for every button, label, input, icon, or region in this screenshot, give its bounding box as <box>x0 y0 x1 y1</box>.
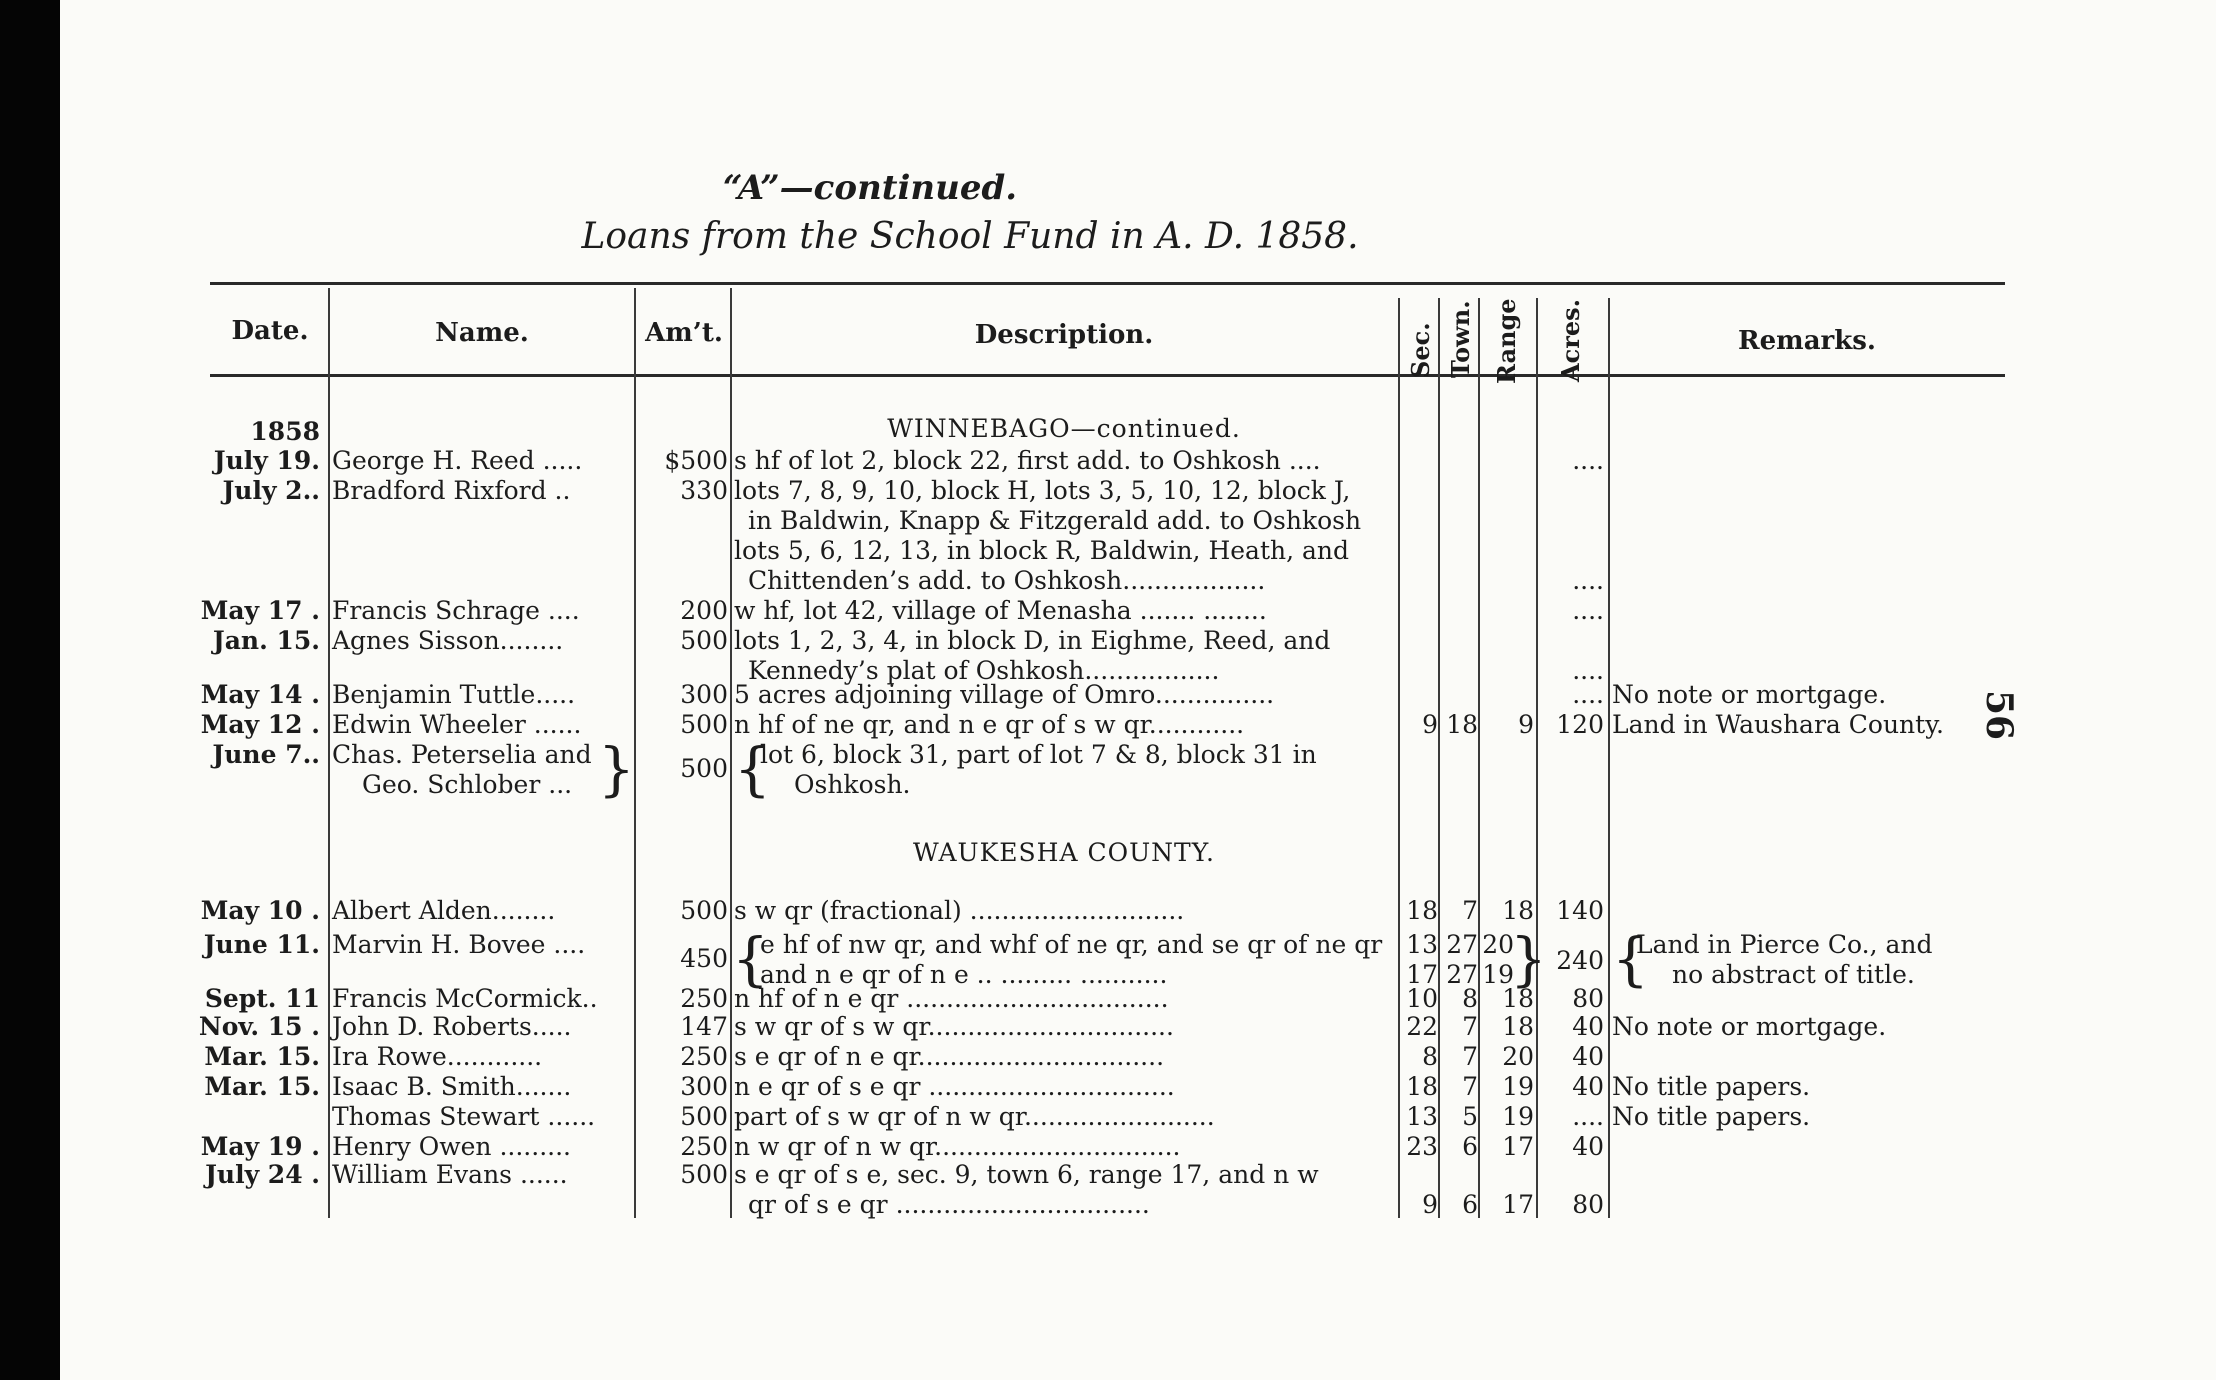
row-remarks: Land in Pierce Co., and <box>1636 930 1933 959</box>
row-date: May 14 . <box>200 680 320 709</box>
row-amount: 500 <box>680 754 728 783</box>
row-acres: 40 <box>1572 1072 1604 1101</box>
top-rule <box>210 282 2005 285</box>
row-date: May 10 . <box>200 896 320 925</box>
row-description: e hf of nw qr, and whf of ne qr, and se qr of ne qr <box>760 930 1383 959</box>
row-name: Agnes Sisson........ <box>332 626 564 655</box>
col-header-description: Description. <box>974 320 1154 350</box>
row-amount: 500 <box>680 1102 728 1131</box>
col-divider <box>1608 298 1610 1218</box>
row-remarks: No title papers. <box>1612 1072 1811 1101</box>
row-range: 20 <box>1502 1042 1534 1071</box>
row-town: 18 <box>1446 710 1478 739</box>
brace: } <box>1510 925 1547 993</box>
row-date: Jan. 15. <box>212 626 320 655</box>
row-acres: 80 <box>1572 1190 1604 1219</box>
row-description: qr of s e qr ................................ <box>748 1190 1150 1219</box>
row-range: 20 <box>1482 930 1514 959</box>
col-header-amount: Am’t. <box>645 318 723 348</box>
row-name: Francis McCormick.. <box>332 984 598 1013</box>
row-description: s w qr of s w qr............................... <box>734 1012 1174 1041</box>
row-amount: 300 <box>680 1072 728 1101</box>
row-date: Nov. 15 . <box>198 1012 320 1041</box>
col-header-name: Name. <box>435 318 529 348</box>
row-date: Sept. 11 <box>204 984 320 1013</box>
row-acres: .... <box>1572 1102 1604 1131</box>
row-name: Thomas Stewart ...... <box>332 1102 596 1131</box>
row-range: 18 <box>1502 896 1534 925</box>
row-range: 17 <box>1502 1190 1534 1219</box>
row-sec: 8 <box>1422 1042 1438 1071</box>
row-date: Mar. 15. <box>204 1042 320 1071</box>
row-town: 27 <box>1446 930 1478 959</box>
row-description: Chittenden’s add. to Oshkosh.................. <box>748 566 1266 595</box>
row-name: Marvin H. Bovee .... <box>332 930 586 959</box>
row-remarks: no abstract of title. <box>1672 960 1915 989</box>
row-description: lots 5, 6, 12, 13, in block R, Baldwin, Heath, and <box>734 536 1350 565</box>
year-label: 1858 <box>250 417 320 446</box>
row-range: 9 <box>1518 710 1534 739</box>
row-range: 17 <box>1502 1132 1534 1161</box>
row-town: 7 <box>1462 1012 1478 1041</box>
row-description: lot 6, block 31, part of lot 7 & 8, block 31 in <box>760 740 1317 769</box>
col-header-acres: Acres. <box>1556 298 1585 382</box>
row-range: 19 <box>1502 1072 1534 1101</box>
row-amount: 500 <box>680 710 728 739</box>
section-heading: “A”—continued. <box>722 168 1018 208</box>
row-name: Isaac B. Smith....... <box>332 1072 572 1101</box>
row-acres: 40 <box>1572 1012 1604 1041</box>
brace: { <box>734 735 771 803</box>
row-description: in Baldwin, Knapp & Fitzgerald add. to Oshkosh <box>748 506 1362 535</box>
row-range: 18 <box>1502 1012 1534 1041</box>
row-name: Geo. Schlober ... <box>362 770 573 799</box>
col-header-date: Date. <box>231 316 309 346</box>
row-description: Kennedy’s plat of Oshkosh................. <box>748 656 1220 685</box>
row-acres: .... <box>1572 566 1604 595</box>
row-remarks: No note or mortgage. <box>1612 680 1887 709</box>
row-town: 27 <box>1446 960 1478 989</box>
row-name: Chas. Peterselia and <box>332 740 592 769</box>
row-amount: 250 <box>680 984 728 1013</box>
row-town: 7 <box>1462 1042 1478 1071</box>
row-town: 6 <box>1462 1190 1478 1219</box>
row-sec: 18 <box>1406 1072 1438 1101</box>
row-description: w hf, lot 42, village of Menasha ....... ........ <box>734 596 1267 625</box>
row-sec: 18 <box>1406 896 1438 925</box>
row-amount: 250 <box>680 1042 728 1071</box>
row-amount: 330 <box>680 476 728 505</box>
row-range: 19 <box>1502 1102 1534 1131</box>
brace: { <box>732 925 769 993</box>
row-acres: .... <box>1572 596 1604 625</box>
row-range: 19 <box>1482 960 1514 989</box>
row-amount: 500 <box>680 1160 728 1189</box>
row-name: George H. Reed ..... <box>332 446 583 475</box>
row-sec: 9 <box>1422 710 1438 739</box>
row-acres: 80 <box>1572 984 1604 1013</box>
row-description: Oshkosh. <box>794 770 911 799</box>
row-town: 8 <box>1462 984 1478 1013</box>
row-date: May 12 . <box>200 710 320 739</box>
row-description: lots 1, 2, 3, 4, in block D, in Eighme, Reed, and <box>734 626 1331 655</box>
row-amount: 147 <box>680 1012 728 1041</box>
row-town: 5 <box>1462 1102 1478 1131</box>
row-name: Ira Rowe............ <box>332 1042 543 1071</box>
row-acres: 120 <box>1556 710 1604 739</box>
col-divider <box>328 288 330 1218</box>
row-date: May 17 . <box>200 596 320 625</box>
row-name: William Evans ...... <box>332 1160 568 1189</box>
row-sec: 17 <box>1406 960 1438 989</box>
row-acres: .... <box>1572 446 1604 475</box>
row-amount: 500 <box>680 626 728 655</box>
row-description: n w qr of n w qr............................... <box>734 1132 1181 1161</box>
row-sec: 23 <box>1406 1132 1438 1161</box>
brace: { <box>1612 925 1649 993</box>
row-name: Benjamin Tuttle..... <box>332 680 576 709</box>
row-description: part of s w qr of n w qr........................ <box>734 1102 1215 1131</box>
row-acres: .... <box>1572 680 1604 709</box>
row-amount: 250 <box>680 1132 728 1161</box>
row-description: s e qr of s e, sec. 9, town 6, range 17, and n w <box>734 1160 1319 1189</box>
row-remarks: Land in Waushara County. <box>1612 710 1944 739</box>
row-remarks: No note or mortgage. <box>1612 1012 1887 1041</box>
row-sec: 9 <box>1422 1190 1438 1219</box>
scan-border <box>0 0 60 1380</box>
page-number: 56 <box>1978 690 2020 741</box>
col-header-range: Range <box>1492 298 1521 384</box>
row-description: s w qr (fractional) ........................... <box>734 896 1185 925</box>
row-amount: 500 <box>680 896 728 925</box>
row-description: and n e qr of n e .. ......... ........... <box>760 960 1168 989</box>
row-name: Edwin Wheeler ...... <box>332 710 582 739</box>
row-date: July 19. <box>213 446 320 475</box>
row-description: n hf of ne qr, and n e qr of s w qr............ <box>734 710 1245 739</box>
row-description: 5 acres adjoining village of Omro............... <box>734 680 1275 709</box>
row-sec: 10 <box>1406 984 1438 1013</box>
row-name: Bradford Rixford .. <box>332 476 571 505</box>
row-sec: 22 <box>1406 1012 1438 1041</box>
row-sec: 13 <box>1406 930 1438 959</box>
row-date: July 2.. <box>222 476 320 505</box>
col-header-town: Town. <box>1446 300 1475 378</box>
row-acres: 140 <box>1556 896 1604 925</box>
row-amount: $500 <box>664 446 728 475</box>
row-range: 18 <box>1502 984 1534 1013</box>
row-acres: 40 <box>1572 1132 1604 1161</box>
row-acres: 240 <box>1556 946 1604 975</box>
page-title: Loans from the School Fund in A. D. 1858. <box>581 216 1359 257</box>
row-description: n hf of n e qr ................................. <box>734 984 1169 1013</box>
row-date: Mar. 15. <box>204 1072 320 1101</box>
row-acres: 40 <box>1572 1042 1604 1071</box>
row-description: n e qr of s e qr ............................... <box>734 1072 1175 1101</box>
row-name: Albert Alden........ <box>332 896 556 925</box>
row-town: 6 <box>1462 1132 1478 1161</box>
row-name: Francis Schrage .... <box>332 596 580 625</box>
row-name: Henry Owen ......... <box>332 1132 571 1161</box>
row-town: 7 <box>1462 896 1478 925</box>
col-header-remarks: Remarks. <box>1738 326 1876 356</box>
col-divider <box>1536 298 1538 1218</box>
county-heading: WAUKESHA COUNTY. <box>913 838 1215 867</box>
row-description: s e qr of n e qr............................... <box>734 1042 1165 1071</box>
row-amount: 300 <box>680 680 728 709</box>
row-date: July 24 . <box>205 1160 320 1189</box>
row-date: June 11. <box>203 930 320 959</box>
row-date: May 19 . <box>200 1132 320 1161</box>
row-acres: .... <box>1572 656 1604 685</box>
row-town: 7 <box>1462 1072 1478 1101</box>
row-sec: 13 <box>1406 1102 1438 1131</box>
row-name: John D. Roberts..... <box>332 1012 572 1041</box>
header-rule <box>210 374 2005 377</box>
row-date: June 7.. <box>212 740 320 769</box>
row-remarks: No title papers. <box>1612 1102 1811 1131</box>
row-description: s hf of lot 2, block 22, first add. to Oshkosh .... <box>734 446 1321 475</box>
row-amount: 450 <box>680 944 728 973</box>
col-header-sec: Sec. <box>1406 322 1435 378</box>
row-description: lots 7, 8, 9, 10, block H, lots 3, 5, 10, 12, block J, <box>734 476 1351 505</box>
row-amount: 200 <box>680 596 728 625</box>
col-divider <box>730 288 732 1218</box>
county-heading: WINNEBAGO—continued. <box>887 414 1241 443</box>
brace: } <box>598 735 635 803</box>
